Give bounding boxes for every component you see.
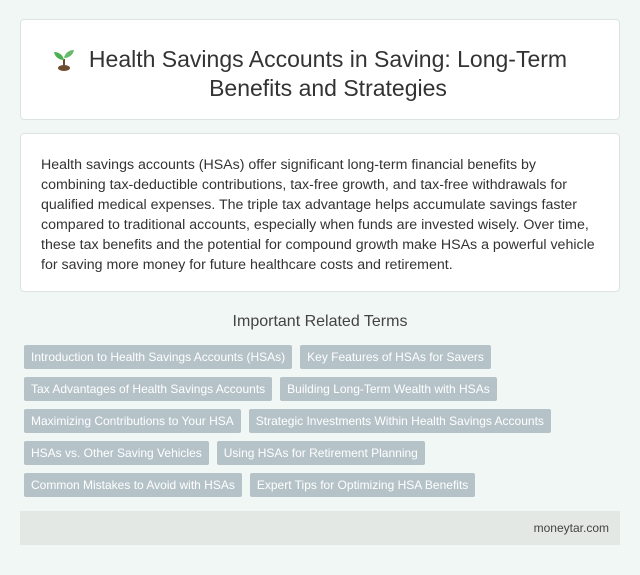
summary-card: [20, 133, 620, 292]
term-row: [24, 441, 604, 465]
term-row: [24, 473, 604, 497]
term-tag[interactable]: Strategic Investments Within Health Savings Accounts: [249, 409, 551, 433]
term-tag[interactable]: Using HSAs for Retirement Planning: [217, 441, 425, 465]
related-terms-list: [24, 345, 604, 505]
term-row: [24, 409, 604, 433]
term-tag[interactable]: HSAs vs. Other Saving Vehicles: [24, 441, 209, 465]
term-tag[interactable]: Key Features of HSAs for Savers: [300, 345, 491, 369]
term-row: [24, 345, 604, 369]
page-title: Health Savings Accounts in Saving: Long-Term Benefits and Strategies: [88, 46, 568, 101]
term-tag[interactable]: Tax Advantages of Health Savings Accounts: [24, 377, 272, 401]
title-card: [20, 19, 620, 120]
footer: [20, 511, 620, 545]
term-tag[interactable]: Introduction to Health Savings Accounts (HSAs): [24, 345, 292, 369]
term-tag[interactable]: Expert Tips for Optimizing HSA Benefits: [250, 473, 475, 497]
term-row: [24, 377, 604, 401]
summary-text: Health savings accounts (HSAs) offer significant long-term financial benefits by combining tax-deductible contributions, tax-free growth, and tax-free withdrawals for qualified medical expenses. The triple tax advantage helps accumulate savings faster compared to traditional accounts, especially when funds are invested wisely. Over time, these tax benefits and the potential for compound growth make HSAs a powerful vehicle for saving more money for future healthcare costs and retirement.: [41, 157, 595, 273]
term-tag[interactable]: Common Mistakes to Avoid with HSAs: [24, 473, 242, 497]
term-tag[interactable]: Building Long-Term Wealth with HSAs: [280, 377, 497, 401]
site-credit[interactable]: moneytar.com: [533, 521, 609, 535]
related-terms-heading: Important Related Terms: [232, 313, 408, 330]
term-tag[interactable]: Maximizing Contributions to Your HSA: [24, 409, 241, 433]
